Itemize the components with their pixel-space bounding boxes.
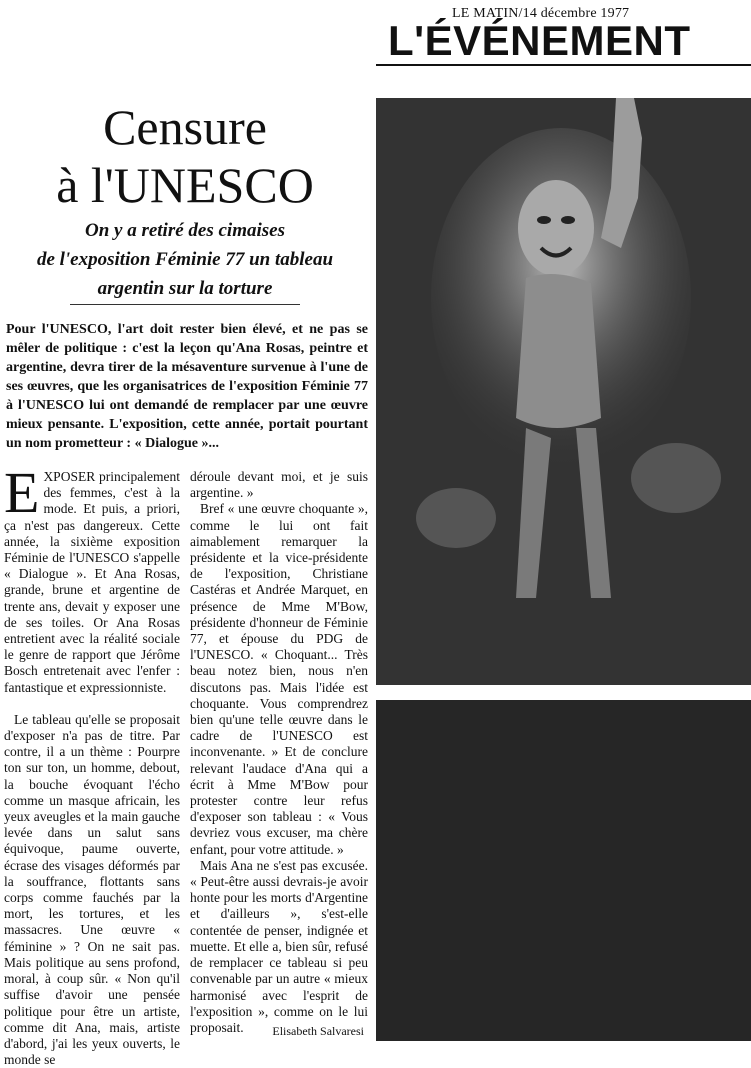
deck xyxy=(0,216,370,303)
deck-line-3: argentin sur la torture xyxy=(97,278,273,299)
masthead-date: LE MATIN/14 décembre 1977 xyxy=(452,6,630,21)
body-paragraph: Bref « une œuvre choquante », comme le lui ont fait aimablement remarquer la présidente et la vice-présidente de l'exposition, Christiane Castéras et Andrée Marquet, en présence de Mme M'Bow, présidente d'honneur de Féminie 77, et épouse du PDG de l'UNESCO. « Choquant... Très beau notez bien, nous n'en discutons pas. Mais l'idée est choquante. Vous comprendrez bien qu'une telle œuvre dans le cadre de l'UNESCO est inconvenante. » Et de conclure relevant l'audace d'Ana qui a écrit à Mme M'Bow pour protester contre leur refus d'exposer son tableau : « Vous devriez vous excuser, ma chère enfant, pour votre attitude. » xyxy=(190,501,368,857)
headline-line-1: Censure xyxy=(103,99,267,155)
body-paragraph: déroule devant moi, et je suis argentine. » xyxy=(190,469,368,501)
author-signature: Elisabeth Salvaresi xyxy=(272,1023,364,1038)
section-title: L'ÉVÉNEMENT xyxy=(388,17,691,64)
masthead-rule xyxy=(376,64,751,66)
deck-line-2: de l'exposition Féminie 77 un tableau xyxy=(36,249,334,270)
headline-line-2: à l'UNESCO xyxy=(56,157,314,213)
body-column-2 xyxy=(190,469,368,1038)
drop-cap: E xyxy=(4,460,40,525)
lead-paragraph: Pour l'UNESCO, l'art doit rester bien élevé, et ne pas se mêler de politique : c'est la leçon qu'Ana Rosas, peintre et argentine, devra tirer de la mésaventure survenue à l'une de ses œuvres, que les organisatrices de l'exposition Féminie 77 à l'UNESCO lui ont demandé de remplacer par une œuvre mieux pensante. L'exposition, cette année, portait pourtant un nom prometteur : « Dialogue »... xyxy=(6,322,368,451)
deck-line-1: On y a retiré des cimaises xyxy=(84,220,285,241)
headline xyxy=(0,98,370,214)
body-paragraph xyxy=(4,460,180,696)
body-column-1 xyxy=(4,460,180,1068)
photo-dark-area xyxy=(376,700,751,1041)
paragraph-text: XPOSER principalement des femmes, c'est à la mode. Et puis, a priori, ça n'est pas dangereux. Cette année, la sixième exposition Féminie de l'UNESCO s'appelle « Dialogue ». Et Ana Rosas, grande, brune et argentine de trente ans, devait y exposer une de ses toiles. Or Ana Rosas entretient avec la réalité sociale le genre de rapport que Jérôme Bosch entretenait avec l'enfer : fantastique et expressionniste. xyxy=(4,469,180,695)
body-paragraph: Mais Ana ne s'est pas excusée. « Peut-être aussi devrais-je avoir honte pour les morts d'Argentine et d'ailleurs », s'est-elle contentée de penser, indignée et muette. Et elle a, bien sûr, refusé de remplacer ce tableau si peu convenable par un autre « mieux harmonisé avec l'esprit de l'exposition », comme on le lui proposait. xyxy=(190,857,368,1035)
deck-rule xyxy=(70,304,300,305)
body-paragraph: Le tableau qu'elle se proposait d'exposer n'a pas de titre. Par contre, il a un thème : Pourpre ton sur ton, un homme, debout, la bouche évoquant l'écho comme un masque africain, les yeux aveugles et la main gauche levée dans un salut sans équivoque, paume ouverte, écrase des visages déformés par la souffrance, flottants sans corps comme fauchés par la mort, les tortures, et les massacres. Une œuvre « féminine » ? On ne sait pas. Mais politique au sens profond, moral, à coup sûr. « Non qu'il suffise d'avoir une pensée politique pour être un artiste, comme dit Ana, mais, artiste d'abord, j'ai les yeux ouverts, le monde se xyxy=(4,711,180,1068)
artwork-figure xyxy=(376,98,751,685)
artwork-photo xyxy=(376,98,751,685)
